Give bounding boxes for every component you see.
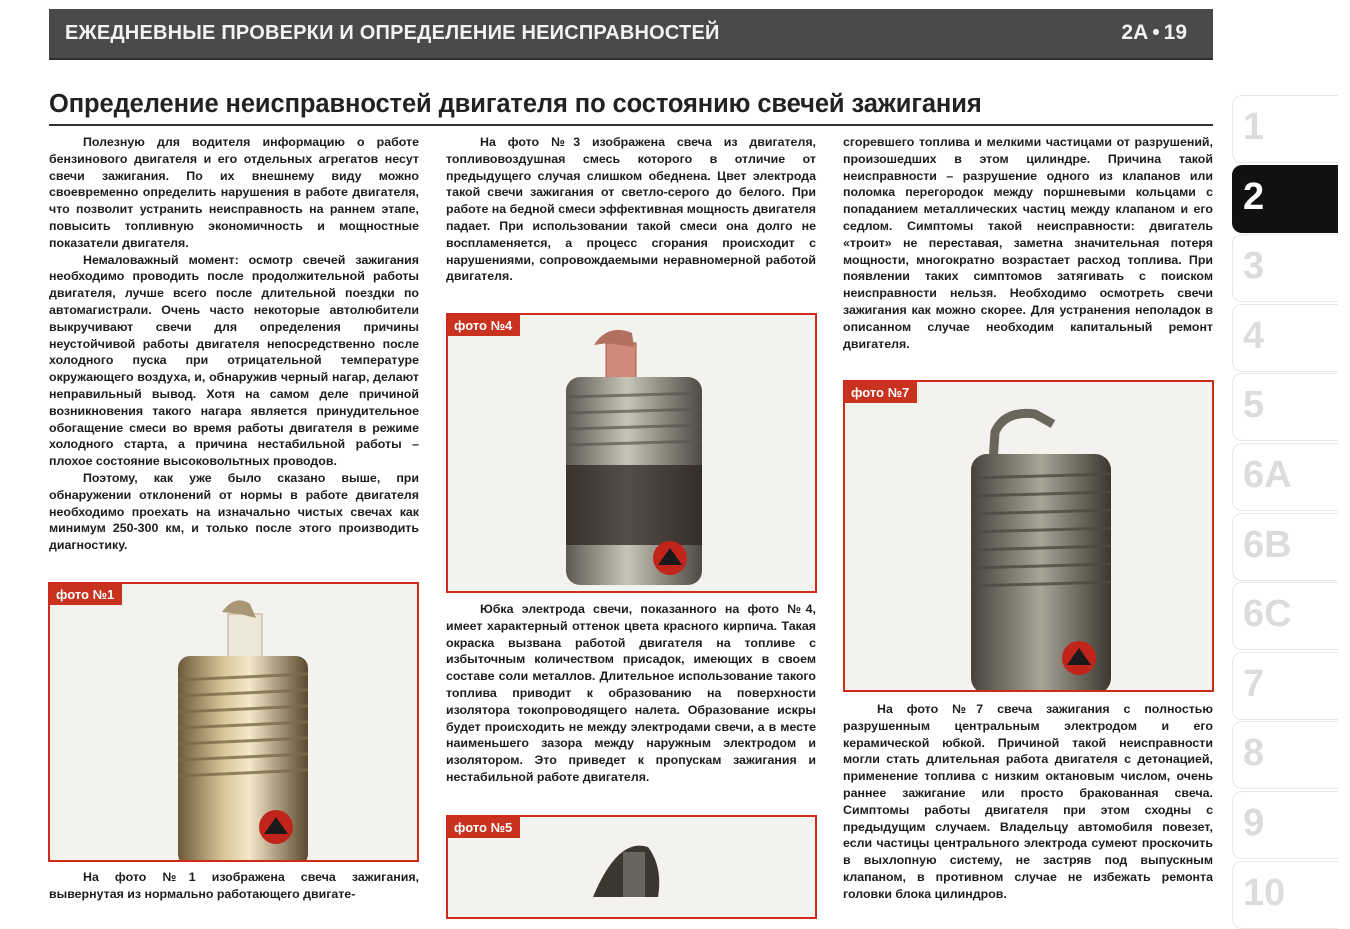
photo-label: фото №5 [448,817,520,838]
chapter-tab[interactable] [1232,304,1338,372]
chapter-tab-label: 8 [1243,732,1265,775]
title-divider [49,124,1213,126]
spark-plug-image [448,315,815,591]
paragraph: Юбка электрода свечи, показанного на фото №4, имеет характерный оттенок цвета красного кирпича. Такая окраска вызвана работой двигателя на топливе с избыточным количеством присадок, имеющих в своем составе соли металлов. Длительное использование такого топлива приводит к образованию на поверхности изолятора токопроводящего налета. Образование искры будет происходить не между электродами свечи, а в месте наименьшего зазора между наружным электродом и изолятором. Это приведет к пропускам зажигания и нестабильной работе двигателя. [446,602,816,784]
chapter-tab[interactable] [1232,165,1338,233]
section-header-bar [49,9,1213,60]
spark-plug-image [50,584,417,860]
chapter-tab-label: 10 [1243,871,1286,914]
chapter-tabs [1232,95,1337,914]
text-column-1 [49,134,419,554]
photo-label: фото №4 [448,315,520,336]
paragraph: Полезную для водителя информацию о работе бензинового двигателя и его отдельных агрегатов несут свечи зажигания. По их внешнему виду можно своевременно определить нарушения в работе двигателя, что позволит устранить неисправность на раннем этапе, повысить топливную экономичность и мощностные показатели двигателя. [49,135,419,250]
chapter-tab[interactable] [1232,861,1338,929]
chapter-tab-label: 6A [1243,454,1292,496]
paragraph: На фото №7 свеча зажигания с полностью разрушенным центральным электродом и его керамической юбкой. Причиной такой неисправности могли стать длительная работа двигателя с детонацией, применение топлива с низким октановым числом, очень раннее зажигание или просто бракованная свеча. Симптомы работы двигателя при этом сходны с предыдущим случаем. Владельцу автомобиля повезет, если частицы центрального электрода сумеют проскочить в выхлопную систему, не застряв под выпускным клапаном, в противном случае не избежать ремонта головки блока цилиндров. [843,702,1213,901]
photo-5 [446,815,817,919]
paragraph: На фото №1 изображена свеча зажигания, вывернутая из нормально работающего двигате- [49,870,419,901]
chapter-tab-label: 6B [1243,523,1292,566]
chapter-tab[interactable] [1232,443,1338,511]
paragraph: сгоревшего топлива и мелкими частицами от разрушений, произошедших в этом цилиндре. Причина такой неисправности – разрушение одного из клапанов или поломка перегородок между поршневыми кольцами с попаданием металлических частиц между клапаном и его седлом. Симптомы такой неисправности: двигатель «троит» не переставая, заметна значительная потеря мощности, многократно возрастает расход топлива. При появлении таких симптомов затягивать с поиском неисправности нельзя. Необходимо осмотреть свечи зажигания как можно скорее. Для устранения неполадок в описанном случае необходим капитальный ремонт двигателя. [843,135,1213,351]
photo-1 [48,582,419,862]
chapter-tab[interactable] [1232,234,1338,302]
text-column-2-lower [446,601,816,786]
separator-dot-icon: • [1152,21,1160,44]
page-indicator [1121,21,1187,45]
paragraph: Немаловажный момент: осмотр свечей зажигания необходимо проводить после продолжительной работы двигателя, лучше всего после длительной поездки по автомагистрали. Очень часто некоторые автолюбители выкручивают свечи для определения причины неустойчивой работы двигателя непосредственно после холодного пуска при отрицательной температуре окружающего воздуха, и, обнаружив черный нагар, делают неправильный вывод. Хотя на самом деле причиной возникновения такого нагара является принудительное обогащение смеси во время работы двигателя в режиме холодного старта, а причина нестабильной работы – плохое состояние высоковольтных проводов. [49,252,419,469]
section-title: ЕЖЕДНЕВНЫЕ ПРОВЕРКИ И ОПРЕДЕЛЕНИЕ НЕИСПРАВНОСТЕЙ [65,22,720,44]
chapter-tab[interactable] [1232,95,1338,163]
chapter-tab[interactable] [1232,791,1338,859]
chapter-tab-label: 9 [1243,802,1265,844]
text-column-3 [843,134,1213,352]
chapter-tab-label: 3 [1243,245,1265,288]
chapter-tab-label: 4 [1243,314,1265,357]
chapter-tab-label: 6C [1243,593,1292,636]
chapter-tab-label: 7 [1243,662,1265,705]
photo-label: фото №1 [50,584,122,605]
text-column-3-lower [843,701,1213,903]
chapter-tab-label: 5 [1243,384,1265,427]
chapter-tab[interactable] [1232,373,1338,441]
photo-4 [446,313,817,593]
chapter-tab[interactable] [1232,582,1338,650]
text-column-2 [446,134,816,285]
page-number: 19 [1163,21,1187,44]
article-title: Определение неисправностей двигателя по состоянию свечей зажигания [49,90,982,118]
paragraph: На фото №3 изображена свеча из двигателя, топливовоздушная смесь которого в отличие от предыдущего случая слишком обеднена. Цвет электрода такой свечи зажигания от светло-серого до белого. При работе на бедной смеси эффективная мощность двигателя падает. При использовании такой смеси она долго не воспламеняется, а процесс сгорания происходит с нарушениями, сопровождаемыми неравномерной работой двигателя. [446,135,816,284]
chapter-tab[interactable] [1232,513,1338,581]
chapter-tab[interactable] [1232,652,1338,720]
chapter-tab-label: 2 [1243,175,1265,218]
photo-7 [843,380,1214,692]
chapter-number: 2A [1121,21,1149,44]
chapter-tab[interactable] [1232,721,1338,789]
chapter-tab-label: 1 [1243,106,1265,148]
photo-label: фото №7 [845,382,917,403]
spark-plug-image [845,382,1212,690]
paragraph: Поэтому, как уже было сказано выше, при обнаружении отклонений от нормы в работе двигателя необходимо проехать на изначально чистых свечах как минимум 250-300 км, и только после этого производить диагностику. [49,470,419,553]
